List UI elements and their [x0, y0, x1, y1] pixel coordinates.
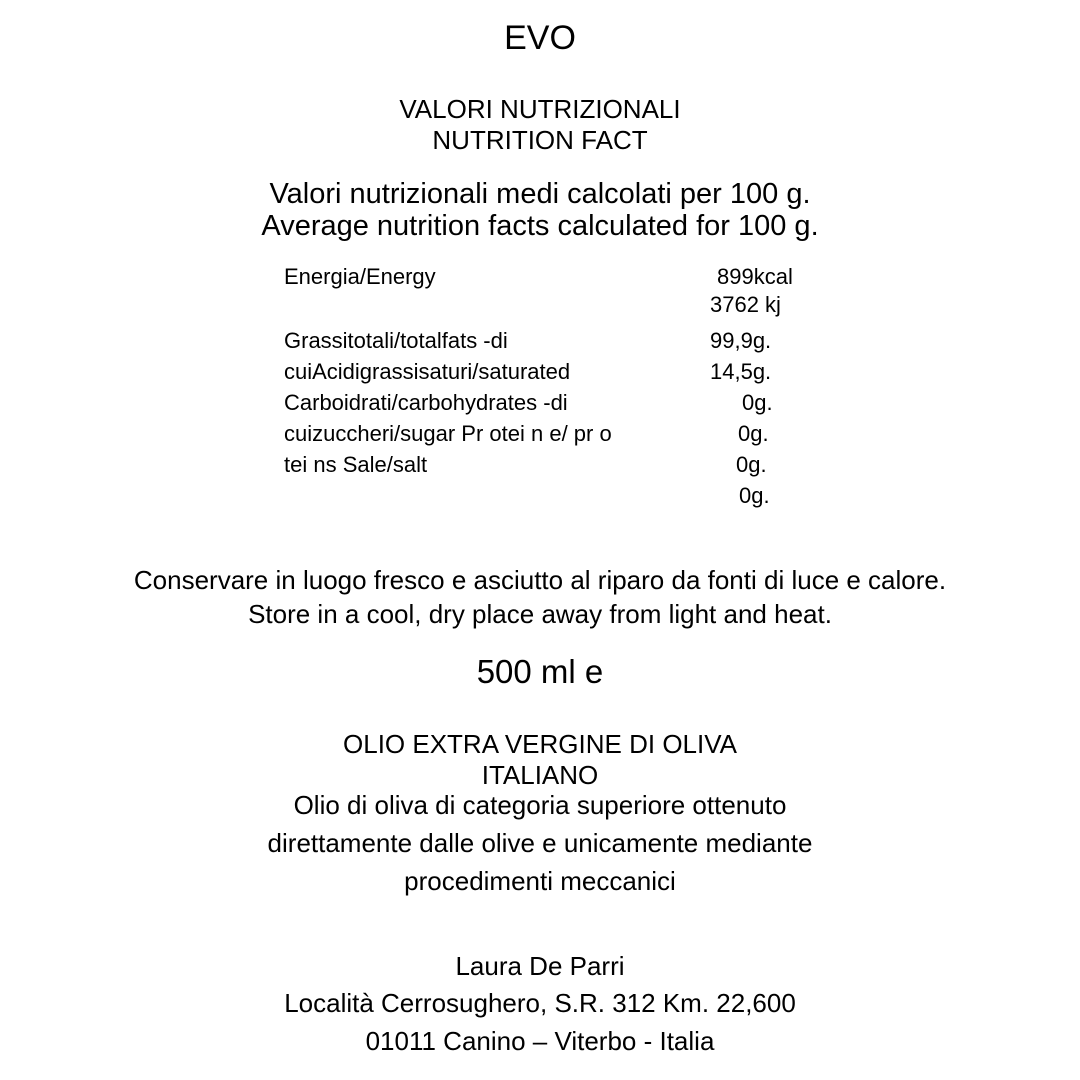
- energy-kcal-value: 899kcal: [717, 264, 793, 289]
- product-desc-line1: Olio di oliva di categoria superiore ottenuto: [293, 790, 787, 820]
- nutrient-value: 0g.: [736, 452, 767, 477]
- nutrient-label: Carboidrati/carbohydrates -di: [284, 390, 568, 415]
- nutrient-value: 0g.: [742, 390, 773, 415]
- intro-line-en: Average nutrition facts calculated for 100 g.: [261, 210, 819, 242]
- intro-line-it: Valori nutrizionali medi calcolati per 100 g.: [269, 178, 811, 210]
- producer-address-line2: 01011 Canino – Viterbo - Italia: [365, 1026, 715, 1056]
- nutrient-label: cuiAcidigrassisaturi/saturated: [284, 359, 571, 384]
- nutrient-value: 99,9g.: [710, 328, 772, 353]
- product-name-line2: ITALIANO: [481, 760, 599, 790]
- producer-name: Laura De Parri: [455, 951, 625, 981]
- producer-address-line1: Località Cerrosughero, S.R. 312 Km. 22,600: [284, 988, 796, 1018]
- volume-text: 500 ml e: [476, 653, 604, 690]
- nutrient-label: Grassitotali/totalfats -di: [284, 328, 508, 353]
- product-name-line1: OLIO EXTRA VERGINE DI OLIVA: [343, 729, 737, 759]
- section-title-it: VALORI NUTRIZIONALI: [399, 94, 681, 124]
- nutrient-value: 0g.: [738, 421, 769, 446]
- nutrient-label: tei ns Sale/salt: [284, 452, 428, 477]
- nutrient-label: cuizuccheri/sugar Pr otei n e/ pr o: [284, 421, 612, 446]
- storage-line-it: Conservare in luogo fresco e asciutto al riparo da fonti di luce e calore.: [133, 565, 947, 595]
- energy-kj-value: 3762 kj: [710, 292, 781, 317]
- section-title-en: NUTRITION FACT: [432, 125, 648, 155]
- energy-label: Energia/Energy: [284, 264, 436, 289]
- storage-line-en: Store in a cool, dry place away from light and heat.: [248, 599, 832, 629]
- nutrient-value: 14,5g.: [710, 359, 772, 384]
- product-desc-line3: procedimenti meccanici: [404, 866, 676, 896]
- nutrient-value: 0g.: [739, 483, 770, 508]
- product-desc-line2: direttamente dalle olive e unicamente mediante: [267, 828, 813, 858]
- page-title: EVO: [504, 19, 576, 57]
